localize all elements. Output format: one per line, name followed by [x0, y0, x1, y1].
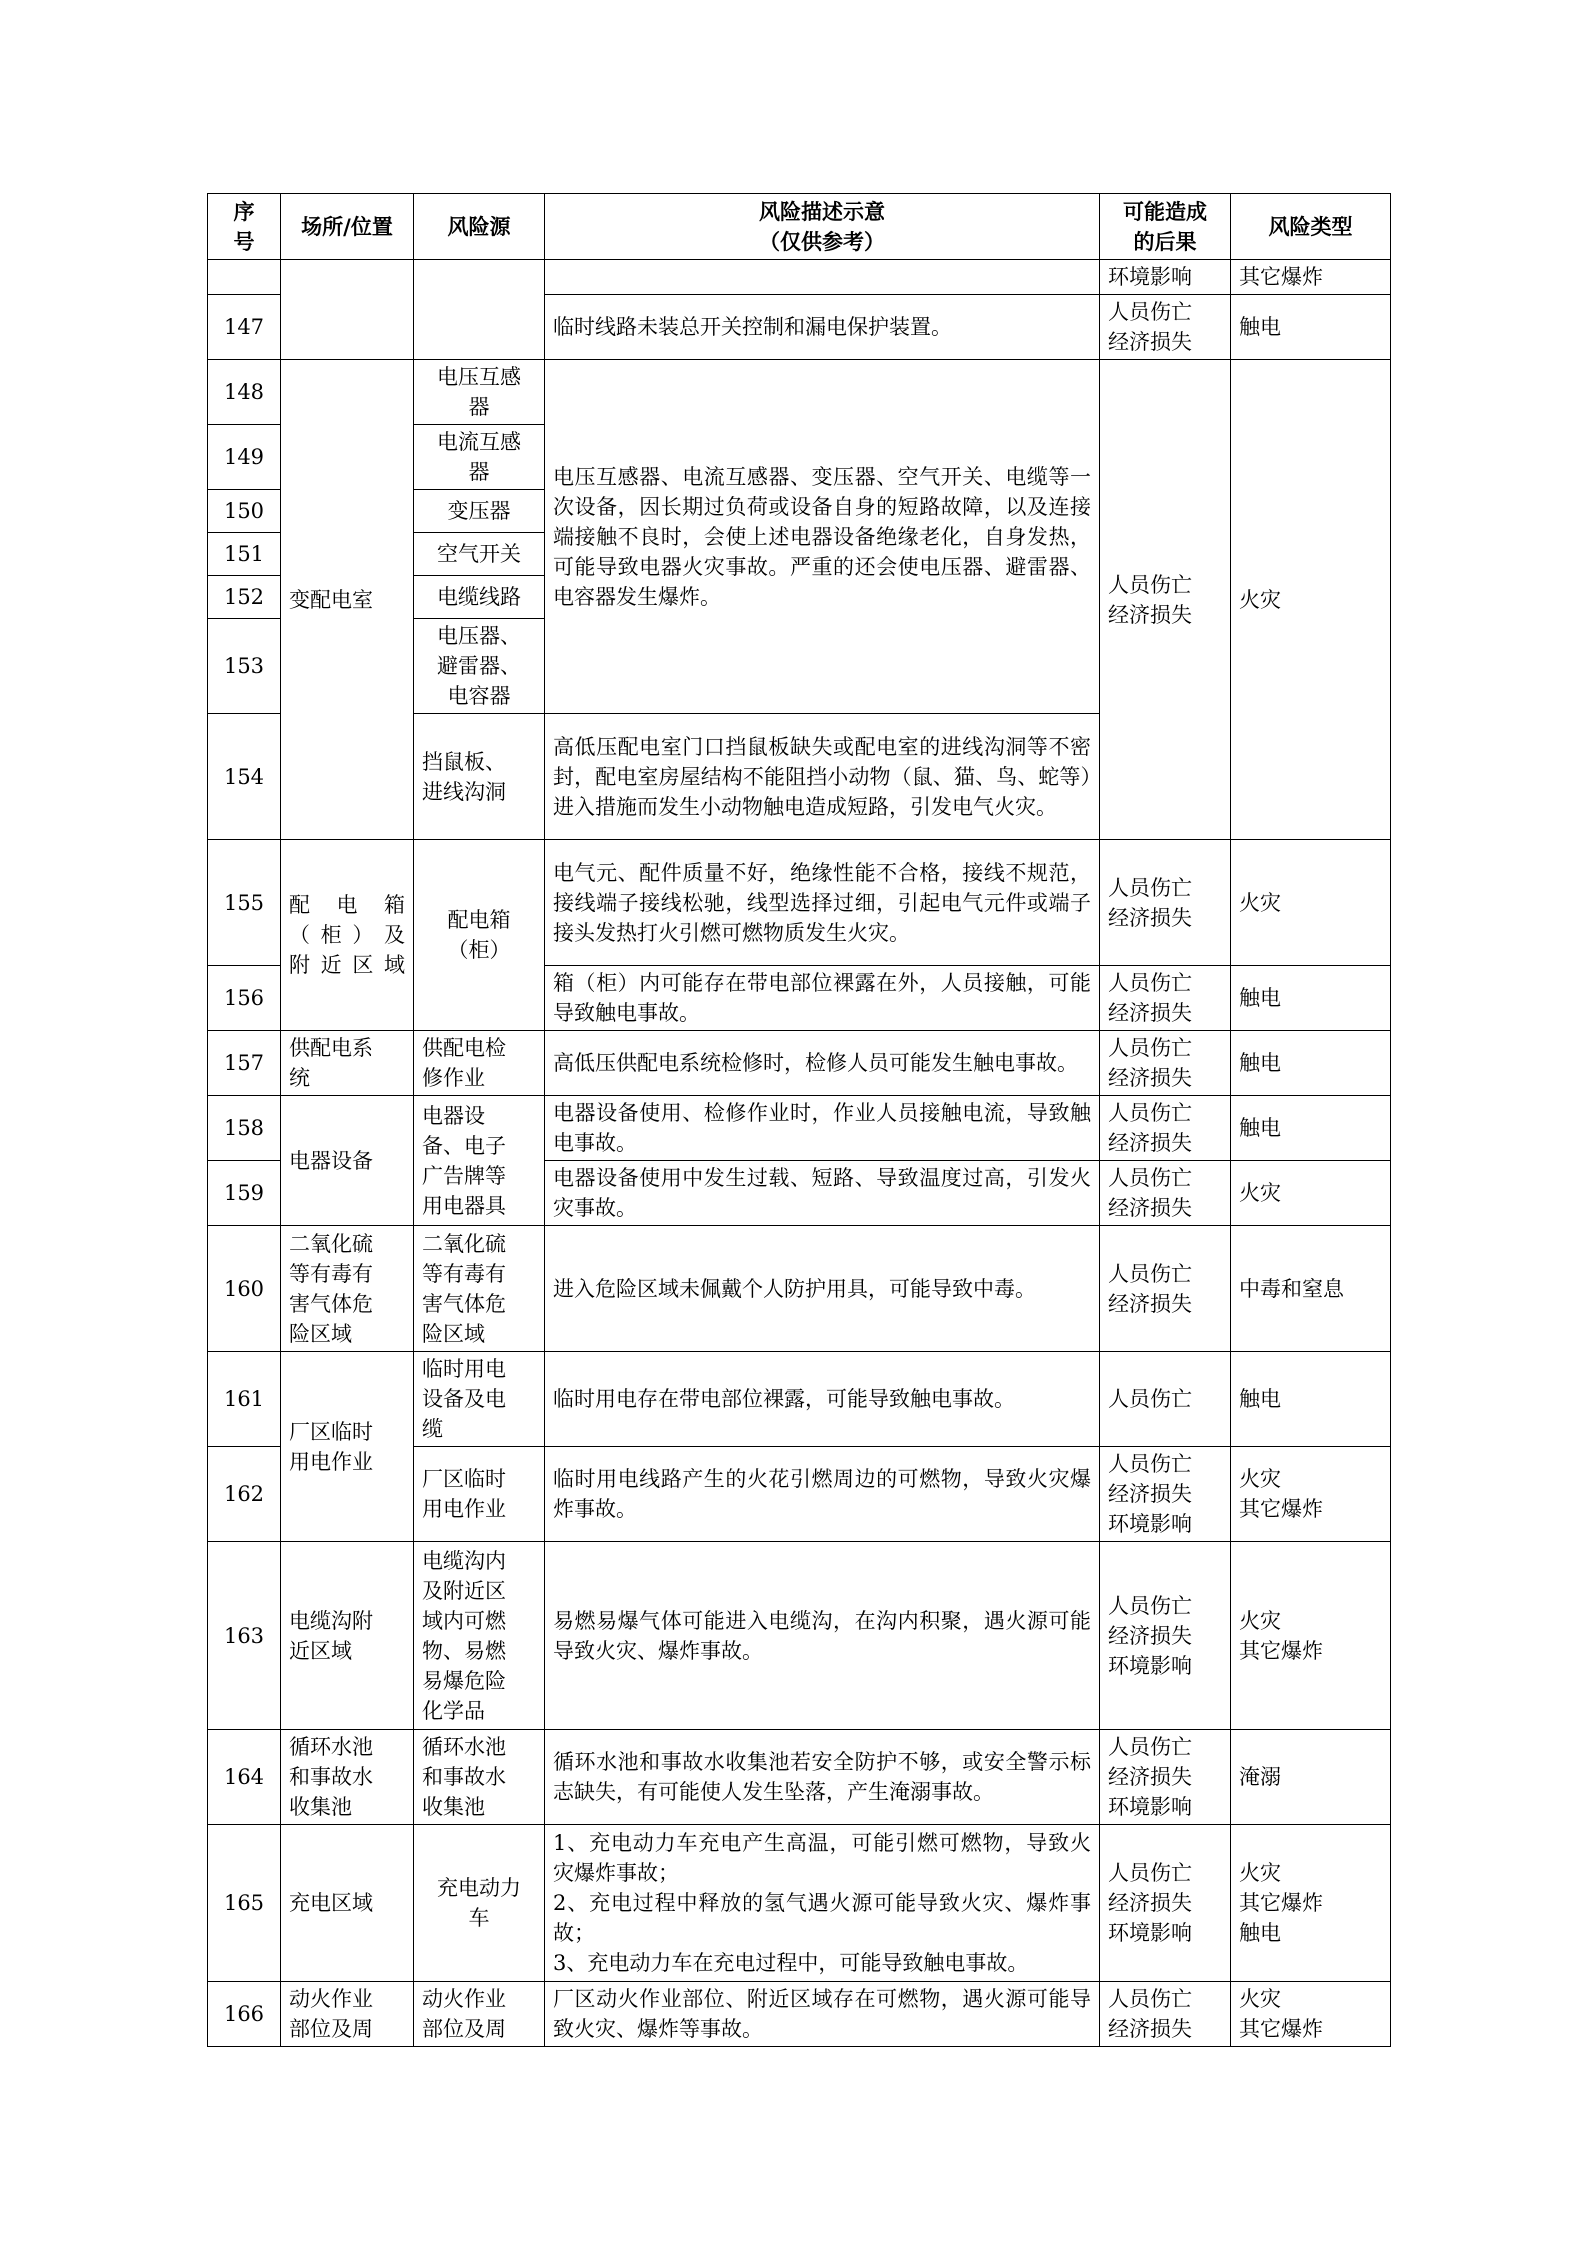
row-description: 易燃易爆气体可能进入电缆沟，在沟内积聚，遇火源可能导致火灾、爆炸事故。 — [545, 1542, 1100, 1730]
row-result: 人员伤亡 经济损失 — [1100, 966, 1231, 1031]
row-no: 155 — [208, 840, 281, 966]
header-risk-type: 风险类型 — [1231, 194, 1391, 260]
row-no: 165 — [208, 1825, 281, 1982]
row-result: 人员伤亡 经济损失 — [1100, 360, 1231, 840]
table-row — [208, 260, 1391, 295]
row-source: 变压器 — [414, 490, 545, 533]
table-row — [208, 1730, 1391, 1825]
row-source: 电流互感 器 — [414, 425, 545, 490]
row-risk-type: 触电 — [1231, 1096, 1391, 1161]
row-no: 163 — [208, 1542, 281, 1730]
row-source: 电压器、 避雷器、 电容器 — [414, 619, 545, 714]
row-no: 160 — [208, 1226, 281, 1352]
row-risk-type: 触电 — [1231, 1031, 1391, 1096]
table-row — [208, 840, 1391, 966]
row-no: 164 — [208, 1730, 281, 1825]
row-source: 动火作业 部位及周 — [414, 1982, 545, 2047]
header-result: 可能造成 的后果 — [1100, 194, 1231, 260]
row-result: 人员伤亡 经济损失 — [1100, 295, 1231, 360]
row-risk-type: 火灾 — [1231, 360, 1391, 840]
table-row — [208, 1226, 1391, 1352]
row-no: 153 — [208, 619, 281, 714]
header-source: 风险源 — [414, 194, 545, 260]
row-location: 电器设备 — [281, 1096, 414, 1226]
row-description: 厂区动火作业部位、附近区域存在可燃物，遇火源可能导致火灾、爆炸等事故。 — [545, 1982, 1100, 2047]
risk-table — [207, 193, 1391, 2047]
row-risk-type: 中毒和窒息 — [1231, 1226, 1391, 1352]
row-risk-type: 火灾 其它爆炸 — [1231, 1542, 1391, 1730]
row-description: 电器设备使用中发生过载、短路、导致温度过高，引发火灾事故。 — [545, 1161, 1100, 1226]
row-no: 148 — [208, 360, 281, 425]
row-description: 临时用电线路产生的火花引燃周边的可燃物，导致火灾爆炸事故。 — [545, 1447, 1100, 1542]
row-description: 进入危险区域未佩戴个人防护用具，可能导致中毒。 — [545, 1226, 1100, 1352]
row-description: 1、充电动力车充电产生高温，可能引燃可燃物，导致火灾爆炸事故； 2、充电过程中释放的氢气遇火源可能导致火灾、爆炸事故； 3、充电动力车在充电过程中，可能导致触电事故。 — [545, 1825, 1100, 1982]
row-no: 158 — [208, 1096, 281, 1161]
row-location: 厂区临时 用电作业 — [281, 1352, 414, 1542]
row-no: 157 — [208, 1031, 281, 1096]
header-row — [208, 194, 1391, 260]
row-source: 空气开关 — [414, 533, 545, 576]
row-location: 循环水池 和事故水 收集池 — [281, 1730, 414, 1825]
row-result: 人员伤亡 经济损失 — [1100, 1982, 1231, 2047]
row-risk-type: 火灾 — [1231, 840, 1391, 966]
row-risk-type: 触电 — [1231, 966, 1391, 1031]
row-result: 人员伤亡 经济损失 — [1100, 1226, 1231, 1352]
row-source: 二氧化硫 等有毒有 害气体危 险区域 — [414, 1226, 545, 1352]
header-description: 风险描述示意 （仅供参考） — [545, 194, 1100, 260]
row-risk-type: 火灾 — [1231, 1161, 1391, 1226]
row-result: 人员伤亡 经济损失 环境影响 — [1100, 1730, 1231, 1825]
row-result: 人员伤亡 经济损失 环境影响 — [1100, 1542, 1231, 1730]
row-description: 临时线路未装总开关控制和漏电保护装置。 — [545, 295, 1100, 360]
row-risk-type: 火灾 其它爆炸 — [1231, 1447, 1391, 1542]
row-no: 159 — [208, 1161, 281, 1226]
table-row — [208, 360, 1391, 425]
row-source — [414, 260, 545, 360]
row-no: 161 — [208, 1352, 281, 1447]
row-location: 电缆沟附 近区域 — [281, 1542, 414, 1730]
row-result: 人员伤亡 经济损失 — [1100, 1161, 1231, 1226]
row-result: 人员伤亡 经济损失 环境影响 — [1100, 1825, 1231, 1982]
row-location: 变配电室 — [281, 360, 414, 840]
table-row — [208, 1096, 1391, 1161]
row-result: 人员伤亡 经济损失 — [1100, 1031, 1231, 1096]
row-no: 154 — [208, 714, 281, 840]
table-row — [208, 1982, 1391, 2047]
row-no — [208, 260, 281, 295]
table-row — [208, 1825, 1391, 1982]
row-description — [545, 260, 1100, 295]
row-no: 152 — [208, 576, 281, 619]
table-row — [208, 1352, 1391, 1447]
row-result: 人员伤亡 — [1100, 1352, 1231, 1447]
row-source: 配电箱 （柜） — [414, 840, 545, 1031]
row-risk-type: 淹溺 — [1231, 1730, 1391, 1825]
row-description: 临时用电存在带电部位裸露，可能导致触电事故。 — [545, 1352, 1100, 1447]
row-source: 电器设 备、电子 广告牌等 用电器具 — [414, 1096, 545, 1226]
row-location: 供配电系 统 — [281, 1031, 414, 1096]
header-location: 场所/位置 — [281, 194, 414, 260]
row-location: 配电箱 （柜）及 附近区域 — [281, 840, 414, 1031]
row-source: 充电动力 车 — [414, 1825, 545, 1982]
row-location: 充电区域 — [281, 1825, 414, 1982]
row-description: 电器设备使用、检修作业时，作业人员接触电流，导致触电事故。 — [545, 1096, 1100, 1161]
row-result: 人员伤亡 经济损失 — [1100, 840, 1231, 966]
row-source: 挡鼠板、 进线沟洞 — [414, 714, 545, 840]
row-result: 人员伤亡 经济损失 — [1100, 1096, 1231, 1161]
row-no: 149 — [208, 425, 281, 490]
row-risk-type: 触电 — [1231, 1352, 1391, 1447]
row-no: 147 — [208, 295, 281, 360]
header-no: 序 号 — [208, 194, 281, 260]
row-no: 156 — [208, 966, 281, 1031]
row-source: 临时用电 设备及电 缆 — [414, 1352, 545, 1447]
row-source: 电缆沟内 及附近区 域内可燃 物、易燃 易爆危险 化学品 — [414, 1542, 545, 1730]
row-no: 151 — [208, 533, 281, 576]
row-no: 162 — [208, 1447, 281, 1542]
row-no: 150 — [208, 490, 281, 533]
row-location: 二氧化硫 等有毒有 害气体危 险区域 — [281, 1226, 414, 1352]
row-location — [281, 260, 414, 360]
table-row — [208, 1031, 1391, 1096]
row-risk-type: 触电 — [1231, 295, 1391, 360]
row-description: 高低压供配电系统检修时，检修人员可能发生触电事故。 — [545, 1031, 1100, 1096]
row-source: 循环水池 和事故水 收集池 — [414, 1730, 545, 1825]
row-risk-type: 其它爆炸 — [1231, 260, 1391, 295]
row-description: 电气元、配件质量不好，绝缘性能不合格，接线不规范，接线端子接线松驰，线型选择过细，引起电气元件或端子接头发热打火引燃可燃物质发生火灾。 — [545, 840, 1100, 966]
row-risk-type: 火灾 其它爆炸 — [1231, 1982, 1391, 2047]
row-no: 166 — [208, 1982, 281, 2047]
row-description: 循环水池和事故水收集池若安全防护不够，或安全警示标志缺失，有可能使人发生坠落，产生淹溺事故。 — [545, 1730, 1100, 1825]
row-description: 电压互感器、电流互感器、变压器、空气开关、电缆等一次设备，因长期过负荷或设备自身的短路故障，以及连接端接触不良时，会使上述电器设备绝缘老化，自身发热，可能导致电器火灾事故。严重的还会使电压器、避雷器、电容器发生爆炸。 — [545, 360, 1100, 714]
table-row — [208, 1542, 1391, 1730]
row-location: 动火作业 部位及周 — [281, 1982, 414, 2047]
row-source: 电缆线路 — [414, 576, 545, 619]
row-result: 人员伤亡 经济损失 环境影响 — [1100, 1447, 1231, 1542]
row-result: 环境影响 — [1100, 260, 1231, 295]
row-description: 箱（柜）内可能存在带电部位裸露在外，人员接触，可能导致触电事故。 — [545, 966, 1100, 1031]
row-risk-type: 火灾 其它爆炸 触电 — [1231, 1825, 1391, 1982]
row-source: 电压互感 器 — [414, 360, 545, 425]
row-source: 厂区临时 用电作业 — [414, 1447, 545, 1542]
row-description: 高低压配电室门口挡鼠板缺失或配电室的进线沟洞等不密封，配电室房屋结构不能阻挡小动物（鼠、猫、鸟、蛇等）进入措施而发生小动物触电造成短路，引发电气火灾。 — [545, 714, 1100, 840]
row-source: 供配电检 修作业 — [414, 1031, 545, 1096]
